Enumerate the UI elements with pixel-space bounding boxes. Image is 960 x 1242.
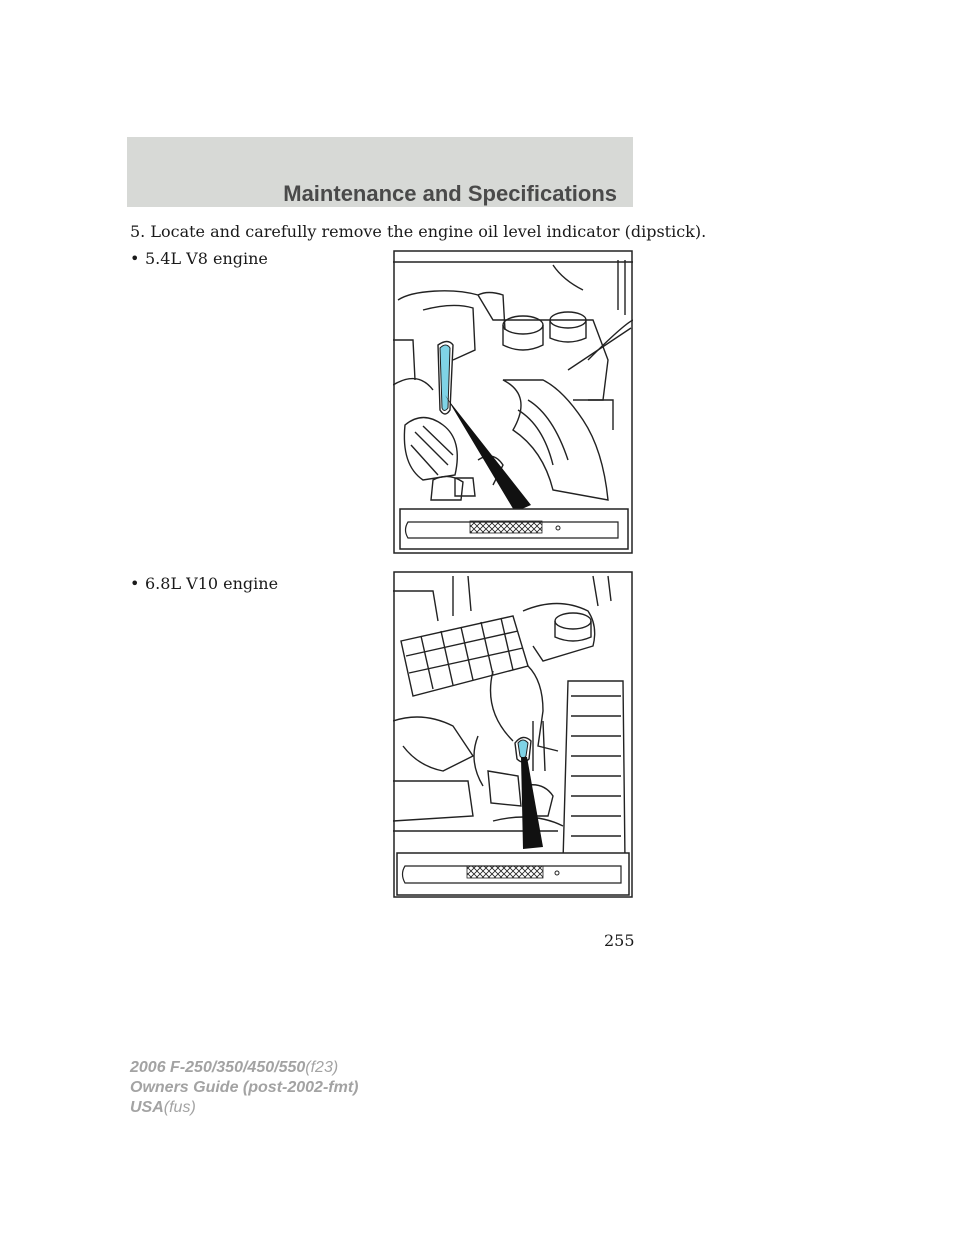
bullet-marker: •	[130, 574, 140, 593]
footer-line-guide: Owners Guide (post-2002-fmt)	[130, 1079, 359, 1096]
engine-bay-figure-v8	[393, 250, 633, 554]
bullet-label: 6.8L V10 engine	[145, 574, 279, 593]
engine-bay-illustration-icon	[393, 571, 633, 898]
bullet-item	[130, 574, 278, 593]
footer-line-model: 2006 F-250/350/450/550(f23)	[130, 1059, 339, 1076]
bullet-label: 5.4L V8 engine	[145, 249, 268, 268]
instruction-step: 5. Locate and carefully remove the engine oil level indicator (dipstick).	[130, 222, 707, 241]
bullet-item	[130, 249, 268, 268]
bullet-marker: •	[130, 249, 140, 268]
engine-bay-illustration-icon	[393, 250, 633, 554]
document-footer	[130, 1058, 358, 1118]
footer-line-market: USA(fus)	[130, 1099, 196, 1116]
page-number: 255	[604, 931, 635, 950]
page-title: Maintenance and Specifications	[283, 181, 617, 206]
engine-bay-figure-v10	[393, 571, 633, 898]
header-band	[127, 137, 633, 207]
